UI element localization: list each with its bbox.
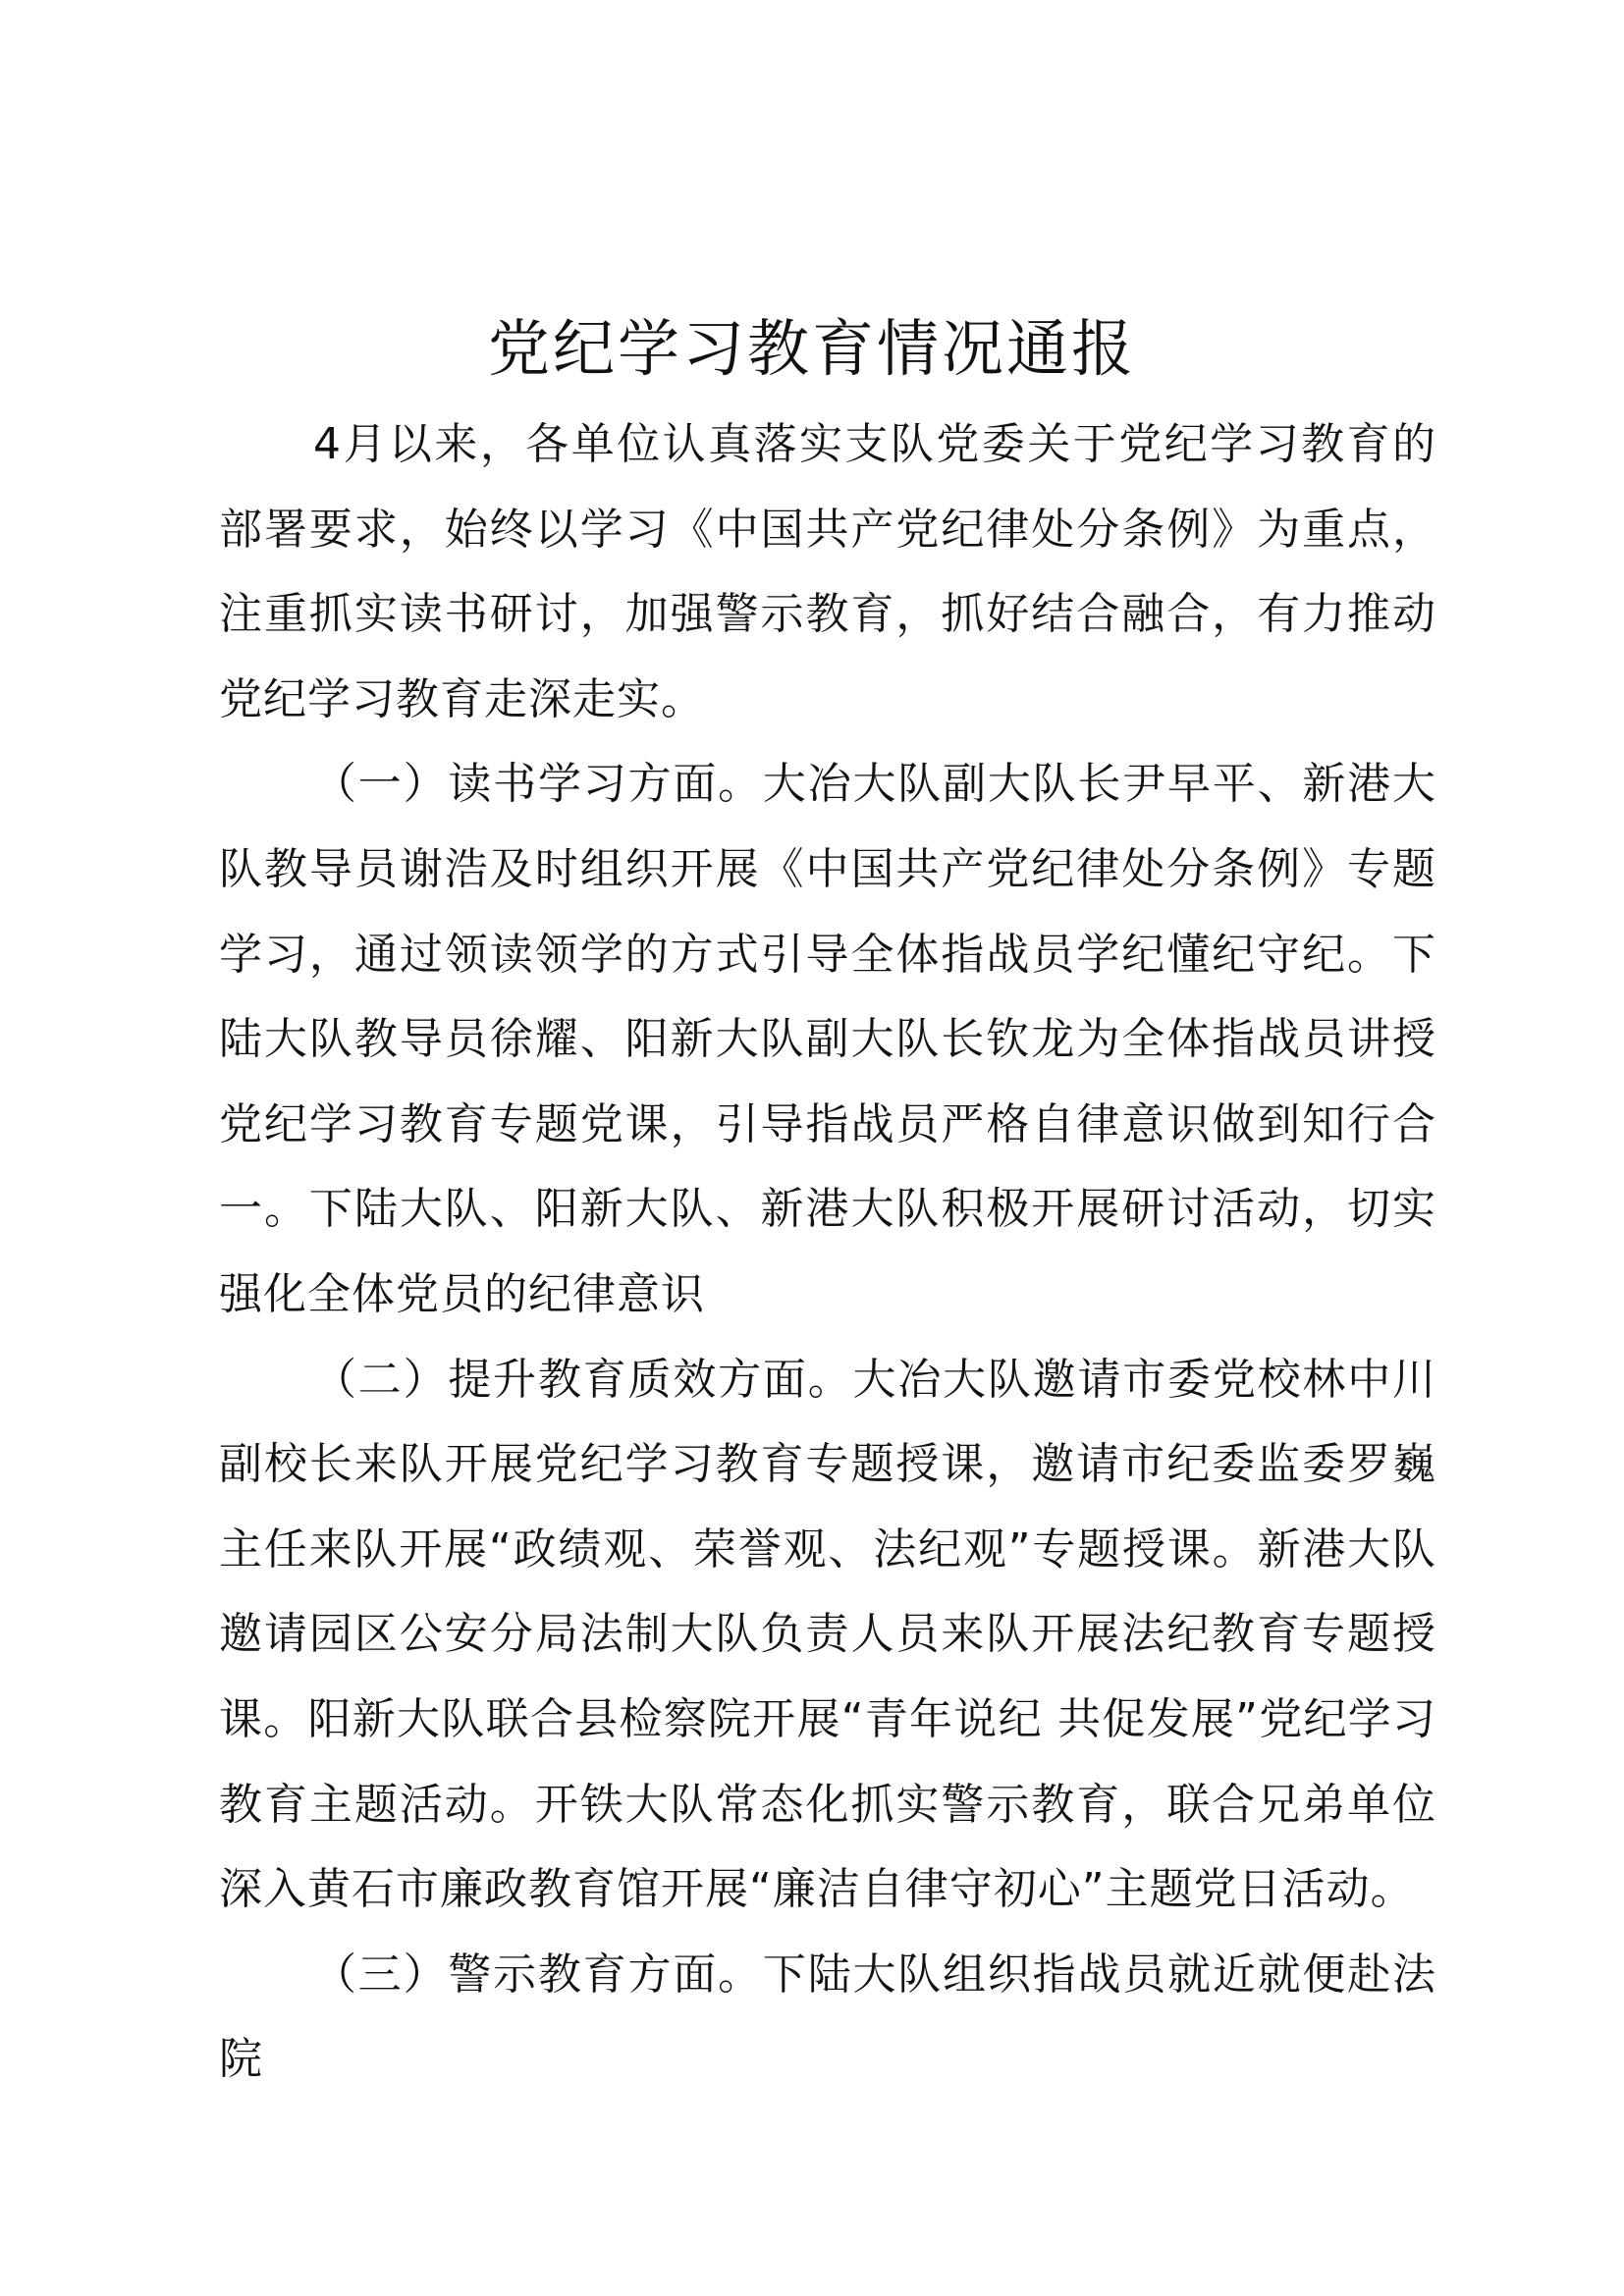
paragraph-section-1: （一）读书学习方面。大冶大队副大队长尹早平、新港大队教导员谢浩及时组织开展《中国共产党纪律处分条例》专题学习，通过领读领学的方式引导全体指战员学纪懂纪守纪。下陆大队教导员徐耀、阳新大队副大队长钦龙为全体指战员讲授党纪学习教育专题党课，引导指战员严格自律意识做到知行合一。下陆大队、阳新大队、新港大队积极开展研讨活动，切实强化全体党员的纪律意识 <box>219 759 1436 1319</box>
document-title: 党纪学习教育情况通报 <box>488 313 1136 385</box>
paragraph-intro: 4月以来，各单位认真落实支队党委关于党纪学习教育的部署要求，始终以学习《中国共产党纪律处分条例》为重点，注重抓实读书研讨，加强警示教育，抓好结合融合，有力推动党纪学习教育走深走实。 <box>219 419 1436 724</box>
paragraph-section-3: （三）警示教育方面。下陆大队组织指战员就近就便赴法院 <box>219 1949 1436 2085</box>
paragraph-section-2: （二）提升教育质效方面。大冶大队邀请市委党校林中川副校长来队开展党纪学习教育专题授课，邀请市纪委监委罗巍主任来队开展“政绩观、荣誉观、法纪观”专题授课。新港大队邀请园区公安分局法制大队负责人员来队开展法纪教育专题授课。阳新大队联合县检察院开展“青年说纪 共促发展”党纪学习教育主题活动。开铁大队常态化抓实警示教育，联合兄弟单位深入黄石市廉政教育馆开展“廉洁自律守初心”主题党日活动。 <box>219 1354 1436 1915</box>
document-body <box>219 402 1436 2103</box>
